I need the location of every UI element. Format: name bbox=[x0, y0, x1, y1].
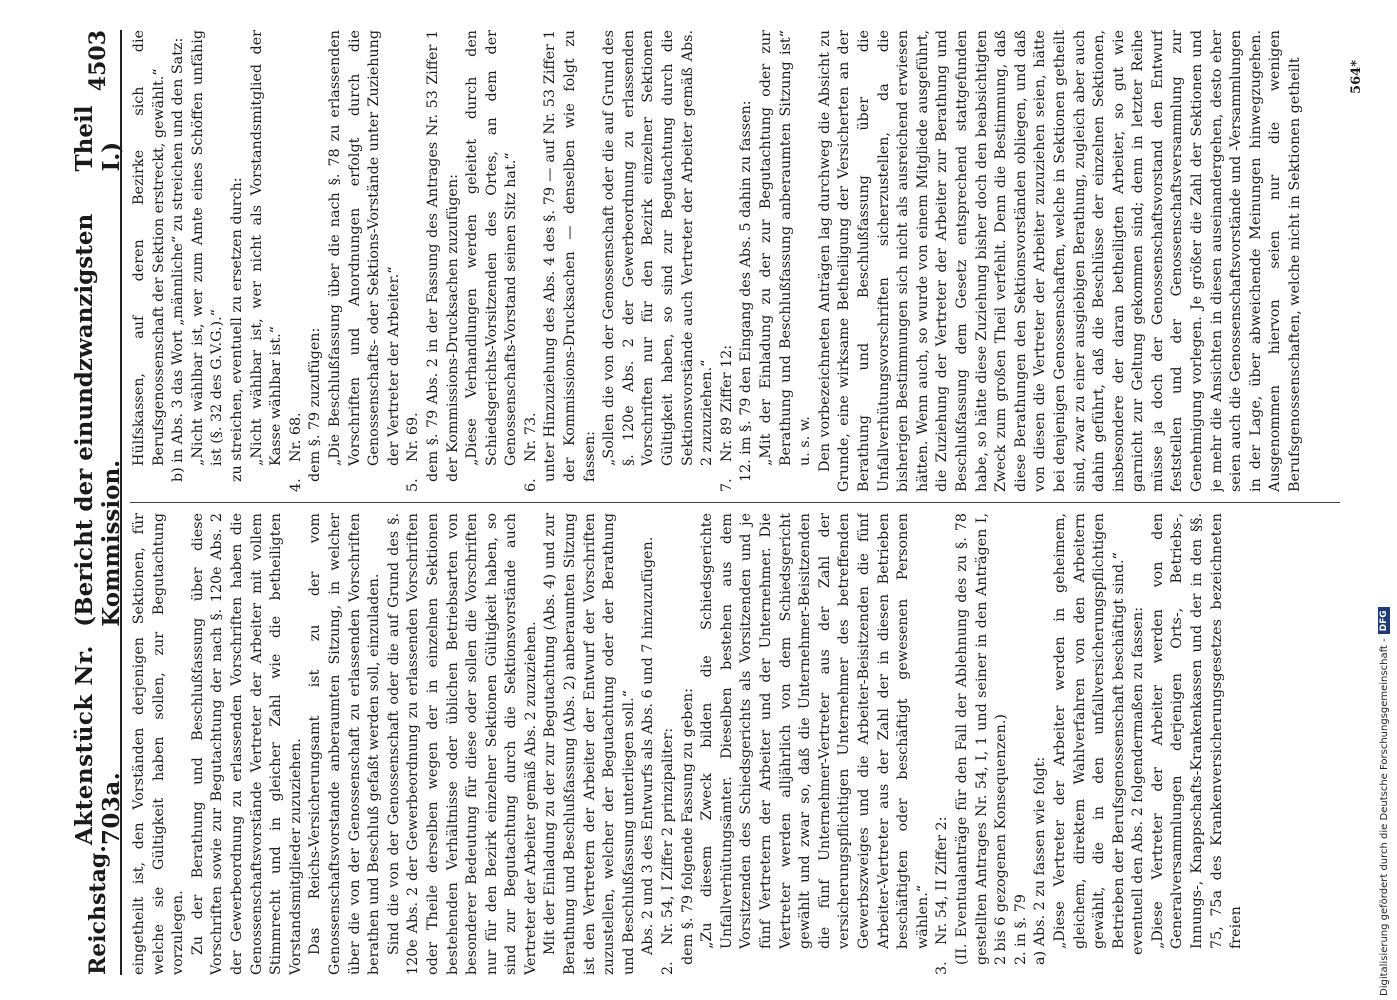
header-title: Aktenstück Nr. 703a. bbox=[71, 645, 125, 846]
item-text: Nr. 69. bbox=[405, 412, 422, 462]
paragraph: dem §. 79 zuzufügen: bbox=[307, 327, 324, 482]
header-subtitle: (Bericht der einundzwanzigsten Kommission. bbox=[71, 213, 125, 627]
paragraph: Das Reichs-Versicherungsamt ist zu der vom Genossenschaftsvorstande anberaumten Sitzung, in welcher über die von der Genossenschaft zu erlassenden Vorschriften berathen und Beschluß gefaßt werden soll, einzuladen. bbox=[307, 513, 383, 975]
quoted-paragraph: „Diese Vertreter der Arbeiter werden von den Generalversammlungen derjenigen Orts-, Betriebs-, Innungs-, Knappschafts-Krankenkassen und der in den §§. 75, 75a des Krankenversicherungsgesetzes bezeichneten freien bbox=[1149, 513, 1245, 949]
paragraph: zu streichen, eventuell zu ersetzen durch: bbox=[228, 177, 245, 482]
item-text: Nr. 68. bbox=[287, 412, 304, 462]
list-item bbox=[933, 513, 953, 975]
quoted-paragraph: „Diese Verhandlungen werden geleitet durch den Schiedsgerichts-Vorsitzenden des Ortes, an dem der Genossenschafts-Vorstand seinen Sitz hat.“ bbox=[464, 30, 520, 466]
paragraph: Sind die von der Genossenschaft oder die auf Grund des §. 120e Abs. 2 der Gewerbeordnung zu erlassenden Vorschriften oder Theile derselben wegen der in einzelnen Sektionen bestehenden Verhältnisse oder üblichen Betriebsarten von besonderer Bedeutung für diese oder sollen die Vorschriften nur für den Bezirk einzelner Sektionen Gültigkeit haben, so sind zur Begutachtung durch die Sektionsvorstände auch Vertreter der Arbeiter gemäß Abs. 2 zuzuziehen. bbox=[385, 513, 539, 975]
item-number: 4. bbox=[287, 478, 304, 492]
item-number: 2. bbox=[660, 961, 677, 975]
paragraph: b) in Abs. 3 das Wort „männliche“ zu streichen und den Satz: bbox=[170, 37, 187, 482]
page-number: 4503 bbox=[85, 30, 111, 92]
paragraph: eingetheilt ist, den Vorständen derjenigen Sektionen, für welche sie Gültigkeit haben sollen, zur Begutachtung vorzulegen. bbox=[131, 513, 187, 975]
paragraph: dem §. 79 Abs. 2 in der Fassung des Antrages Nr. 53 Ziffer 1 der Kommissions-Drucksachen zuzufügen: bbox=[424, 30, 461, 482]
paragraph: dem §. 79 folgende Fassung zu geben: bbox=[679, 688, 696, 965]
paragraph: Zu der Berathung und Beschlußfassung über diese Vorschriften sowie zur Begutachtung der nach §. 120e Abs. 2 der Gewerbeordnung zu erlassenden Vorschriften haben die Genossenschaftsvorstände Vertreter der Arbeiter mit vollem Stimmrecht und in gleicher Zahl wie die betheiligten Vorstandsmitglieder zuzuziehen. bbox=[189, 513, 304, 975]
quoted-paragraph: „Diese Vertreter der Arbeiter werden in geheimem, gleichem, direktem Wahlverfahren von den Arbeitern gewählt, die in den unfallversicherungspflichtigen Betrieben der Berufsgenossenschaft beschäftigt sind.“ bbox=[1051, 513, 1127, 949]
paragraph: 12. im §. 79 den Eingang des Abs. 5 dahin zu fassen: bbox=[738, 100, 755, 482]
paragraph: eventuell den Abs. 2 folgendermaßen zu fassen: bbox=[1130, 606, 1147, 955]
paragraph: a) Abs. 2 zu fassen wie folgt: bbox=[1032, 756, 1049, 965]
page-header bbox=[71, 30, 125, 975]
column-divider bbox=[130, 502, 1340, 503]
list-item bbox=[522, 30, 542, 492]
list-item bbox=[659, 513, 679, 975]
item-number: 5. bbox=[405, 478, 422, 492]
item-text: Nr. 73. bbox=[522, 412, 539, 462]
paragraph: Mit der Einladung zu der zur Begutachtung (Abs. 4) und zur Berathung und Beschlußfassung (Abs. 2) anberaumten Sitzung ist den Vertretern der Arbeiter der Entwurf der Vorschriften zuzustellen, welcher der Begutachtung oder der Berathung und Beschlußfassung unterliegen soll.“ bbox=[542, 513, 637, 975]
list-item bbox=[718, 30, 738, 492]
dfg-logo: DFG bbox=[1378, 607, 1390, 634]
item-text: Nr. 54, II Ziffer 2: bbox=[934, 816, 951, 945]
credit-text: Digitalisierung gefördert durch die Deutsche Forschungsgemeinschaft - bbox=[1378, 638, 1390, 996]
item-number: 3. bbox=[934, 961, 951, 975]
quoted-paragraph: „Mit der Einladung zu der zur Begutachtung oder zur Berathung und Beschlußfassung anberaumten Sitzung ist“ u. s. w. bbox=[758, 30, 814, 466]
header-rule bbox=[120, 30, 122, 975]
item-number: 7. bbox=[718, 478, 735, 492]
item-text: Nr. 89 Ziffer 12: bbox=[718, 344, 735, 462]
quoted-paragraph: „Nicht wählbar ist, wer nicht als Vorstandsmitglied der Kasse wählbar ist.“ bbox=[248, 30, 285, 466]
quoted-paragraph: „Zu diesem Zweck bilden die Schiedsgerichte Unfallverhütungsämter. Dieselben bestehen aus dem Vorsitzenden des Schiedsgerichts als Vorsitzenden und je fünf Vertretern der Arbeiter und der Unternehmer. Die Vertreter werden alljährlich von dem Schiedsgericht gewählt und zwar so, daß die Unternehmer-Beisitzenden die fünf Unternehmer-Vertreter aus der Zahl der versicherungspflichtigen Unternehmer des betreffenden Gewerbszweiges und die Arbeiter-Beisitzenden die fünf Arbeiter-Vertreter aus der Zahl der in diesen Betrieben beschäftigten oder beschäftigt gewesenen Personen wählen.“ bbox=[699, 513, 931, 949]
quoted-paragraph: „Die Beschlußfassung über die nach §. 78 zu erlassenden Vorschriften und Anordnungen erfolgt durch die Genossenschafts- oder Sektions-Vorstände unter Zuziehung der Vertreter der Arbeiter.“ bbox=[326, 30, 402, 466]
paragraph: unter Hinzuziehung des Abs. 4 des §. 79 — auf Nr. 53 Ziffer 1 der Kommissions-Drucksachen — denselben wie folgt zu fassen: bbox=[542, 30, 598, 482]
footer-mark: 564* bbox=[1349, 60, 1364, 94]
header-section: Theil I.) bbox=[71, 105, 125, 172]
document-page bbox=[71, 20, 1368, 985]
list-item bbox=[287, 30, 307, 492]
item-text: Nr. 54, I Ziffer 2 prinzipaliter: bbox=[660, 727, 677, 945]
quoted-paragraph: „Nicht wählbar ist, wer zum Amte eines Schöffen unfähig ist (§. 32 des G.V.G.).“ bbox=[189, 30, 226, 466]
paragraph: Abs. 2 und 3 des Entwurfs als Abs. 6 und 7 hinzuzufügen. bbox=[640, 536, 657, 955]
item-number: 6. bbox=[522, 478, 539, 492]
list-item bbox=[404, 30, 424, 492]
text-column-right bbox=[130, 30, 1345, 492]
paragraph: Den vorbezeichneten Anträgen lag durchweg die Absicht zu Grunde, eine wirksame Betheiligung der Versicherten an der Berathung und Beschlußfassung über die Unfallverhütungsvorschriften sicherzustellen, da die bisherigen Bestimmungen sich nicht als ausreichend erwiesen hätten. Wenn auch, so wurde von einem Mitgliede ausgeführt, die Zuziehung der Vertreter der Arbeiter zur Berathung und Beschlußfassung dem Gesetz entsprechend stattgefunden habe, so hätte diese Zuziehung bisher doch den beabsichtigten Zweck zum großen Theil verfehlt. Denn die Bestimmung, daß diese Berathungen den Sektionsvorständen obliegen, und daß von diesen die Vertreter der Arbeiter zuzuziehen seien, hätte bei denjenigen Genossenschaften, welche in Sektionen getheilt sind, zwar zu einer ausgiebigen Berathung, zugleich aber auch dahin geführt, daß die Beschlüsse der einzelnen Sektionen, insbesondere der daran betheiligten Arbeiter, so gut wie garnicht zur Geltung gekommen sind; denn in letzter Reihe müsse ja doch der Genossenschaftsvorstand den Entwurf feststellen und der Genossenschaftsversammlung zur Genehmigung vorlegen. Je größer die Zahl der Sektionen und je mehr die Ansichten in diesen auseinandergehen, desto eher seien auch die Genossenschaftsvorstände und -Versammlungen in der Lage, über abweichende Meinungen hinwegzugehen. Ausgenommen hiervon seien nur die wenigen Berufsgenossenschaften, welche nicht in Sektionen getheilt bbox=[816, 30, 1304, 492]
paragraph: 2. in §. 79 bbox=[1012, 894, 1029, 965]
quoted-paragraph: „Sollen die von der Genossenschaft oder die auf Grund des §. 120e Abs. 2 der Gewerbeordnung zu erlassenden Vorschriften nur für den Bezirk einzelner Sektionen Gültigkeit haben, so sind zur Begutachtung durch die Sektionsvorstände auch Vertreter der Arbeiter gemäß Abs. 2 zuzuziehen.“ bbox=[601, 30, 716, 466]
quoted-paragraph: Hülfskassen, auf deren Bezirke sich die Berufsgenossenschaft der Sektion erstreckt, gewählt.“ bbox=[131, 30, 167, 466]
text-column-left bbox=[130, 513, 1345, 975]
paragraph: (II. Eventualanträge für den Fall der Ablehnung des zu §. 78 gestellten Antrages Nr. 54, I, 1 und seiner in den Anträgen I, 2 bis 6 gezogenen Konsequenzen.) bbox=[953, 513, 1010, 965]
header-left: Reichstag. bbox=[85, 845, 111, 975]
digitization-credit bbox=[1378, 607, 1390, 996]
